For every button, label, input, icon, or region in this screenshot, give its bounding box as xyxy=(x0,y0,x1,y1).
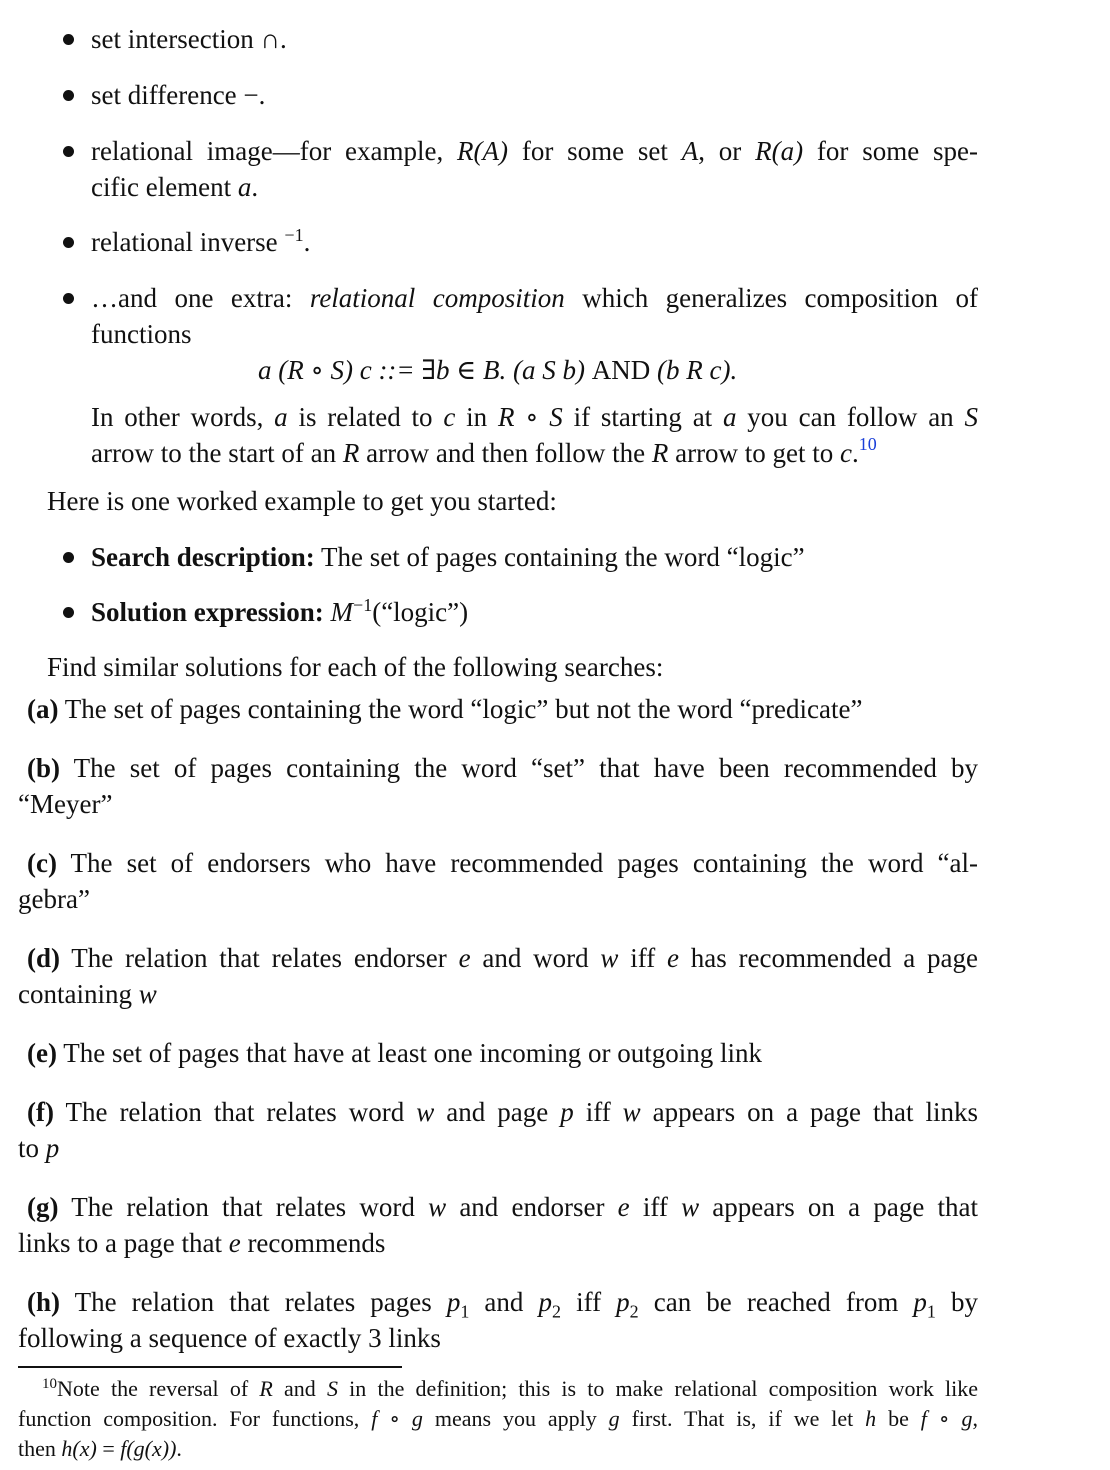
problem-a: (a) The set of pages containing the word “logic” but not the word “predicate” xyxy=(27,694,863,724)
solution-expression: Solution expression: $M^{-1}(“logic”)$ xyxy=(91,595,469,627)
bullet-icon xyxy=(63,146,74,157)
footnote-ref-link[interactable]: 10 xyxy=(858,434,877,454)
bullet-set-intersection: set intersection ∩. xyxy=(91,24,287,54)
footnote-divider xyxy=(18,1366,402,1368)
bullet-set-difference: set difference −. xyxy=(91,80,266,110)
search-description: Search description: The set of pages containing the word “logic” xyxy=(91,542,805,572)
worked-example-intro: Here is one worked example to get you started: xyxy=(47,486,557,516)
problem-f-line2: to p xyxy=(18,1133,60,1163)
bullet-relational-image-line2: cific element a. xyxy=(91,172,259,202)
bullet-icon xyxy=(63,90,74,101)
composition-formula: a (R ∘ S) c ::= ∃b ∈ B. (a S b) AND (b R c). xyxy=(258,355,738,385)
bullet-icon xyxy=(63,34,74,45)
footnote-line3: then h(x) = f(g(x)). xyxy=(18,1436,182,1461)
bullet-icon xyxy=(63,607,74,618)
bullet-icon xyxy=(63,237,74,248)
problem-h-line2: following a sequence of exactly 3 links xyxy=(18,1323,441,1353)
problem-d-line2: containing w xyxy=(18,979,157,1009)
bullet-relational-composition-line1: …and one extra: relational composition which generalizes composition of xyxy=(91,283,978,313)
problem-c-line1: (c) The set of endorsers who have recommended pages containing the word “al- xyxy=(27,848,978,878)
problem-d-line1: (d) The relation that relates endorser e and word w iff e has recommended a page xyxy=(27,943,979,973)
composition-explanation-line2: arrow to the start of an R arrow and then follow the R arrow to get to c.$^{10}$ xyxy=(91,434,877,468)
problem-b-line2: “Meyer” xyxy=(18,789,113,819)
footnote-line2: function composition. For functions, f ∘ g means you apply g first. That is, if we let h be f ∘ g, xyxy=(18,1406,978,1431)
problem-g-line2: links to a page that e recommends xyxy=(18,1228,386,1258)
problem-c-line2: gebra” xyxy=(18,884,90,914)
bullet-relational-composition-line2: functions xyxy=(91,319,192,349)
problem-f-line1: (f) The relation that relates word w and page p iff w appears on a page that links xyxy=(27,1097,978,1127)
problem-b-line1: (b) The set of pages containing the word “set” that have been recommended by xyxy=(27,753,978,783)
bullet-relational-inverse: relational inverse $^{-1}$. xyxy=(91,225,311,257)
problem-e: (e) The set of pages that have at least one incoming or outgoing link xyxy=(27,1038,763,1068)
problem-g-line1: (g) The relation that relates word w and endorser e iff w appears on a page that xyxy=(27,1192,978,1222)
problem-h-line1: (h) The relation that relates pages $p_1$ and $p_2$ iff $p_2$ can be reached from $p_1$ by xyxy=(27,1287,979,1322)
bullet-relational-image-line1: relational image—for example, R(A) for some set A, or R(a) for some spe- xyxy=(91,136,978,166)
find-similar-intro: Find similar solutions for each of the following searches: xyxy=(47,652,664,682)
footnote-line1: $^{10}$Note the reversal of R and S in the definition; this is to make relational composition work like xyxy=(42,1376,979,1401)
composition-explanation-line1: In other words, a is related to c in R ∘ S if starting at a you can follow an S xyxy=(91,402,978,432)
bullet-icon xyxy=(63,293,74,304)
bullet-icon xyxy=(63,552,74,563)
